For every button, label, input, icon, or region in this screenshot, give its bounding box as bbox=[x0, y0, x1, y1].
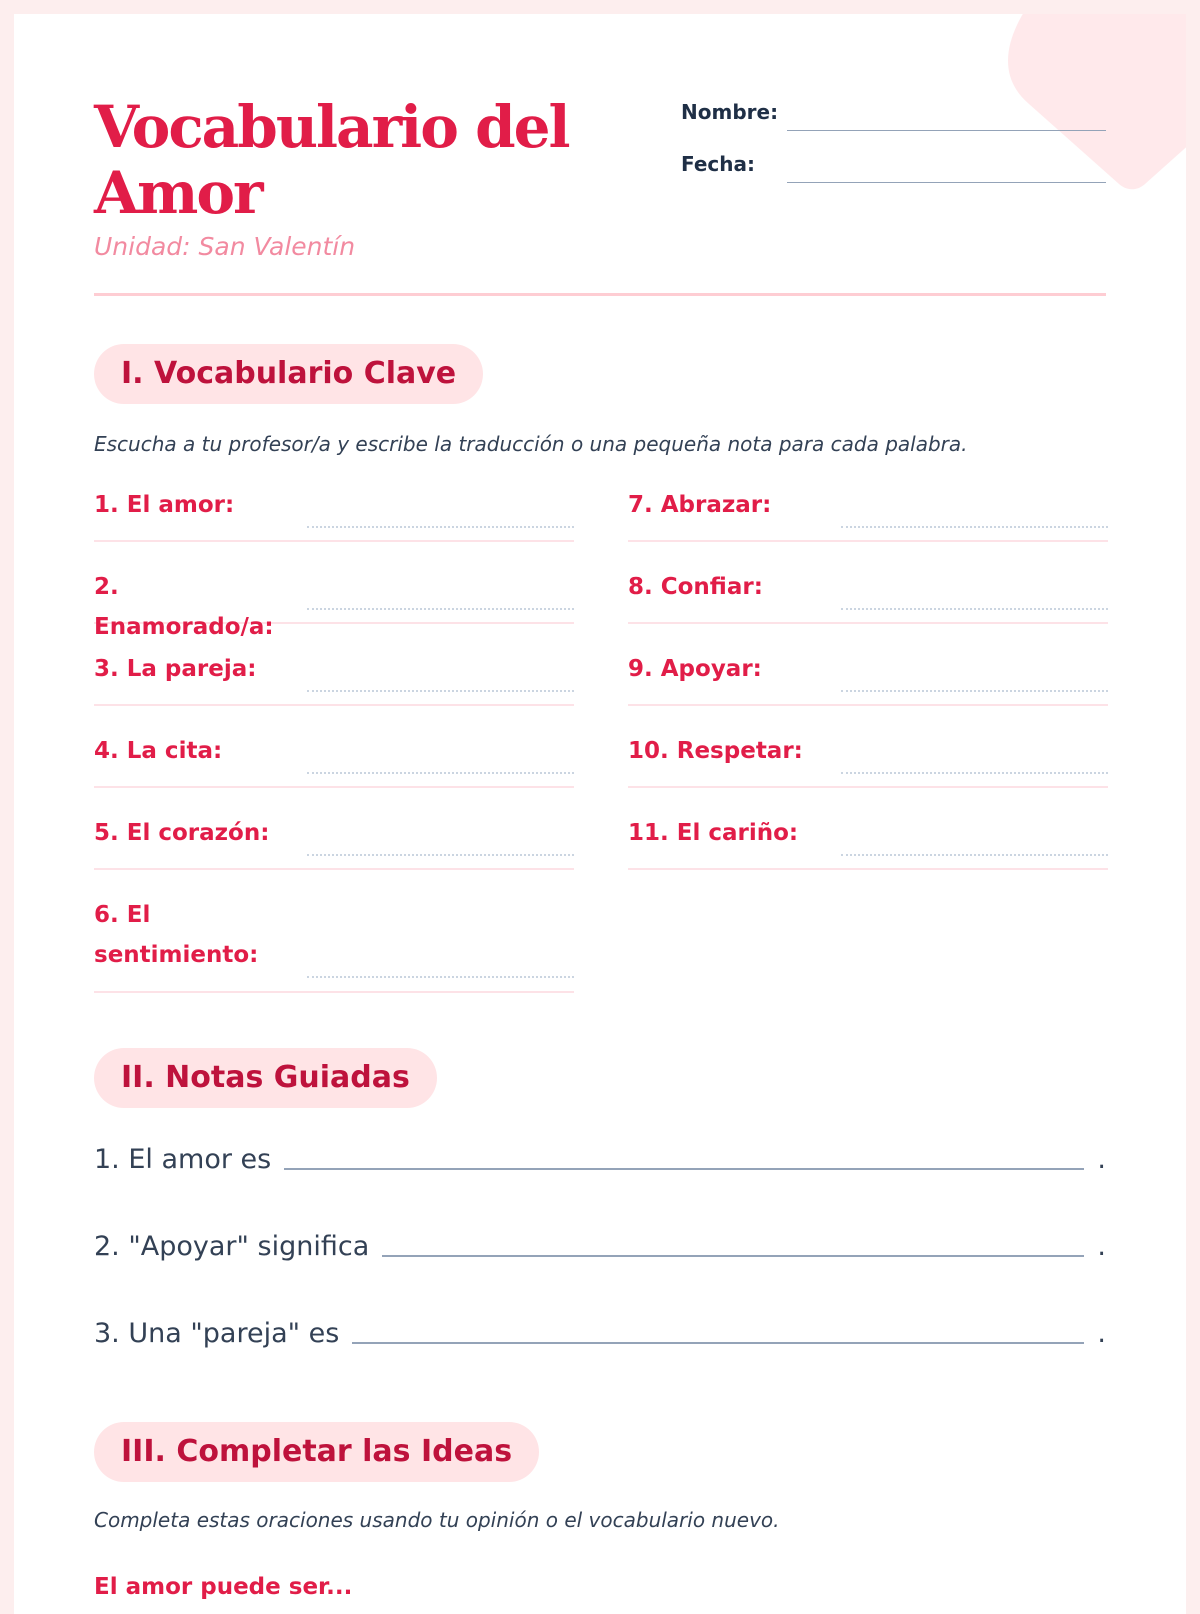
vocab-item bbox=[628, 649, 1108, 706]
vocab-word: 2. Enamorado/a: bbox=[94, 574, 274, 640]
guided-note-row bbox=[94, 1313, 1106, 1353]
section-vocab-heading: I. Vocabulario Clave bbox=[94, 344, 483, 404]
vocab-item bbox=[628, 813, 1108, 870]
worksheet-title: Vocabulario del Amor bbox=[94, 93, 569, 227]
vocab-item bbox=[94, 485, 574, 542]
guided-note-blank[interactable] bbox=[352, 1322, 1084, 1344]
vocab-word: 5. El corazón: bbox=[94, 820, 270, 846]
guided-note-blank[interactable] bbox=[382, 1235, 1084, 1257]
guided-note-period: . bbox=[1097, 1143, 1106, 1175]
section-notes-heading: II. Notas Guiadas bbox=[94, 1048, 437, 1108]
vocab-item bbox=[94, 813, 574, 870]
vocab-answer-blank[interactable] bbox=[841, 608, 1108, 610]
vocab-word: 6. El sentimiento: bbox=[94, 902, 259, 968]
ideas-instruction: Completa estas oraciones usando tu opinión o el vocabulario nuevo. bbox=[94, 1508, 780, 1532]
guided-note-period: . bbox=[1097, 1317, 1106, 1349]
vocab-answer-blank[interactable] bbox=[307, 690, 574, 692]
vocab-word: 9. Apoyar: bbox=[628, 656, 762, 682]
vocab-answer-blank[interactable] bbox=[307, 772, 574, 774]
date-field[interactable] bbox=[681, 152, 1106, 182]
vocab-word: 4. La cita: bbox=[94, 738, 223, 764]
section-ideas-heading: III. Completar las Ideas bbox=[94, 1422, 539, 1482]
date-label: Fecha: bbox=[681, 152, 756, 176]
date-blank[interactable] bbox=[787, 182, 1106, 183]
header-divider bbox=[94, 293, 1106, 296]
guided-note-prompt: 2. "Apoyar" significa bbox=[94, 1230, 370, 1262]
guided-note-period: . bbox=[1097, 1230, 1106, 1262]
vocab-item bbox=[94, 731, 574, 788]
vocab-answer-blank[interactable] bbox=[307, 608, 574, 610]
idea-prompt: El amor puede ser... bbox=[94, 1574, 353, 1600]
guided-note-row bbox=[94, 1139, 1106, 1179]
vocab-item bbox=[628, 731, 1108, 788]
guided-note-prompt: 3. Una "pareja" es bbox=[94, 1317, 340, 1349]
vocab-answer-blank[interactable] bbox=[307, 976, 574, 978]
vocab-item bbox=[94, 567, 574, 640]
vocab-answer-blank[interactable] bbox=[841, 772, 1108, 774]
vocab-answer-blank[interactable] bbox=[307, 854, 574, 856]
vocab-answer-blank[interactable] bbox=[841, 690, 1108, 692]
vocab-item bbox=[94, 649, 574, 706]
unit-subtitle: Unidad: San Valentín bbox=[94, 232, 356, 261]
vocab-word: 1. El amor: bbox=[94, 492, 235, 518]
vocab-word: 3. La pareja: bbox=[94, 656, 257, 682]
vocab-word: 7. Abrazar: bbox=[628, 492, 772, 518]
vocab-item bbox=[628, 567, 1108, 624]
guided-note-row bbox=[94, 1226, 1106, 1266]
vocab-answer-blank[interactable] bbox=[307, 526, 574, 528]
vocab-item bbox=[628, 485, 1108, 542]
name-field[interactable] bbox=[681, 100, 1106, 130]
worksheet-page bbox=[14, 14, 1186, 1614]
vocab-answer-blank[interactable] bbox=[841, 854, 1108, 856]
vocab-word: 11. El cariño: bbox=[628, 820, 799, 846]
vocab-word: 8. Confiar: bbox=[628, 574, 763, 600]
guided-note-blank[interactable] bbox=[284, 1148, 1084, 1170]
vocab-instruction: Escucha a tu profesor/a y escribe la traducción o una pequeña nota para cada palabra. bbox=[94, 432, 968, 456]
name-blank[interactable] bbox=[787, 130, 1106, 131]
name-label: Nombre: bbox=[681, 100, 779, 124]
vocab-answer-blank[interactable] bbox=[841, 526, 1108, 528]
guided-note-prompt: 1. El amor es bbox=[94, 1143, 272, 1175]
vocab-item bbox=[94, 895, 574, 993]
vocab-word: 10. Respetar: bbox=[628, 738, 803, 764]
